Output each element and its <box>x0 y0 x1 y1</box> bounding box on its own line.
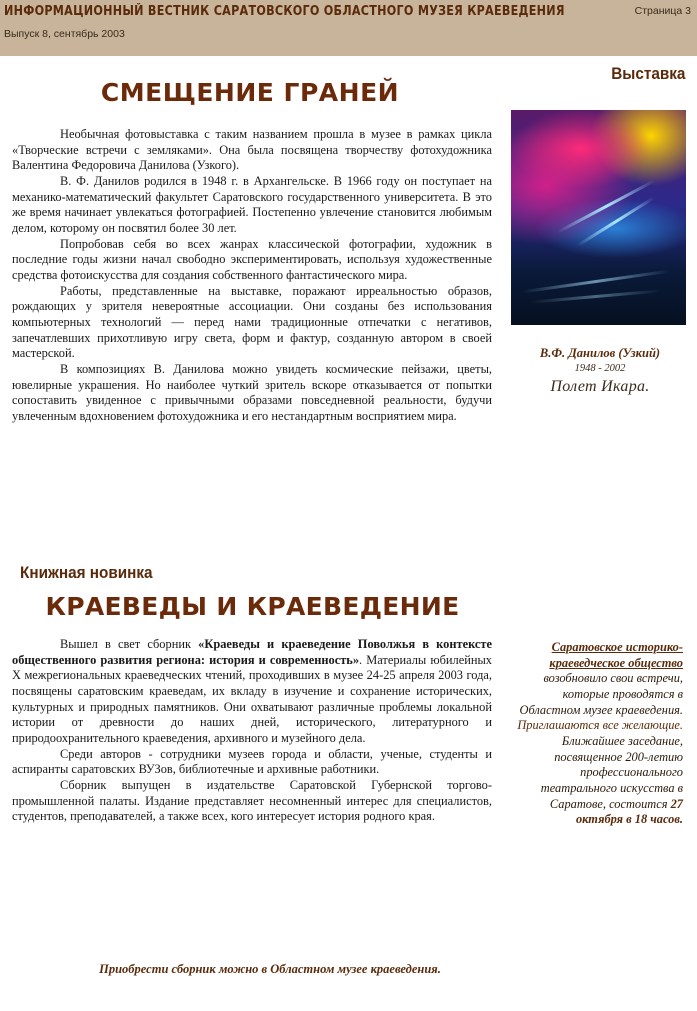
purchase-note: Приобрести сборник можно в Областном музее краеведения. <box>99 962 441 976</box>
invitation: Приглашаются все желающие. <box>517 718 683 733</box>
paragraph <box>12 637 492 747</box>
article-body-exhibition <box>12 127 492 424</box>
announcement-sidebar <box>515 640 683 828</box>
meeting-date: 27 октября в 18 часов. <box>575 796 683 827</box>
text: Вышел в свет сборник <box>60 637 199 651</box>
photo-caption-author: В.Ф. Данилов (Узкий) <box>539 346 661 360</box>
paragraph: Среди авторов - сотрудники музеев города и области, ученые, студенты и аспиранты саратовских ВУЗов, библиотечные и архивные работники. <box>12 746 492 777</box>
section-label-exhibition: Выставка <box>610 64 685 83</box>
paragraph: В композициях В. Данилова можно увидеть космические пейзажи, цветы, ювелирные украшения. Но наиболее чуткий зритель вскоре отказывается от попытки сопоставить увиденное с привычными образами повседневной реальности, будучи увлеченным вдохновением фотохудожника и его нестандартным восприятием мира. <box>12 361 492 423</box>
section-label-book: Книжная новинка <box>20 563 153 582</box>
paragraph: Сборник выпущен в издательстве Саратовской Губернской торгово-промышленной палаты. Издание представляет несомненный интерес для специалистов, студентов, преподавателей, а также всех, кого интересует история родного края. <box>12 777 492 824</box>
text: возобновило свои встречи, которые проводятся в Областном музее краеведения. <box>519 671 683 717</box>
article-title-book: КРАЕВЕДЫ И КРАЕВЕДЕНИЕ <box>45 592 460 621</box>
article-body-book <box>12 637 492 825</box>
paragraph: Необычная фотовыставка с таким названием прошла в музее в рамках цикла «Творческие встречи с земляками». Она была посвящена творчеству фотохудожника Валентина Федоровича Данилова (Узкого). <box>12 127 492 173</box>
photo-caption-years: 1948 - 2002 <box>574 363 626 374</box>
article-title-exhibition: СМЕЩЕНИЕ ГРАНЕЙ <box>100 78 400 107</box>
text: Ближайшее заседание, посвященное 200-летию профессионального театрального искусства в Саратове, состоится <box>540 733 683 811</box>
newsletter-title: ИНФОРМАЦИОННЫЙ ВЕСТНИК САРАТОВСКОГО ОБЛАСТНОГО МУЗЕЯ КРАЕВЕДЕНИЯ <box>4 4 565 19</box>
newsletter-header <box>0 0 697 56</box>
paragraph: Работы, представленные на выставке, поражают ирреальностью образов, рождающих у зрителя невероятные ассоциации. Они созданы без использования компьютерных технологий — перед нами традиционные отпечатки с негативов, запечатлевших прихотливую игру света, форм и фактур, созданную автором в своей мастерской. <box>12 283 492 361</box>
paragraph: В. Ф. Данилов родился в 1948 г. в Архангельске. В 1966 году он поступает на механико-математический факультет Саратовского государственного университета. В это же время начинает увлекаться фотографией. Постепенно увлечение становится любимым делом, которому он посвятил более 30 лет. <box>12 173 492 235</box>
society-name: Саратовское историко-краеведческое общество <box>549 640 683 670</box>
text: . Материалы юбилейных Х межрегиональных краеведческих чтений, проходивших в музее 24-25 апреля 2003 года, посвящены саратовским краеведам, их вкладу в изучение и сохранение исторических, культурных и природных памятников. Они охватывают различные проблемы локальной истории от древности до наших дней, исторического, литературного и природоохранительного краеведения, архивного и музейного дела. <box>12 652 492 745</box>
photo-caption-work: Полет Икара. <box>550 378 650 395</box>
artwork-photo <box>511 110 686 325</box>
book-title: «Краеведы и краеведение Поволжья в контексте общественного развития региона: история и современность» <box>12 637 492 667</box>
paragraph: Попробовав себя во всех жанрах классической фотографии, художник в последние годы жизни начал свободно экспериментировать, используя художественные средства фотоискусства для создания собственного фантастического мира. <box>12 236 492 282</box>
page-number: Страница 3 <box>634 5 691 17</box>
issue-info: Выпуск 8, сентябрь 2003 <box>4 28 125 40</box>
